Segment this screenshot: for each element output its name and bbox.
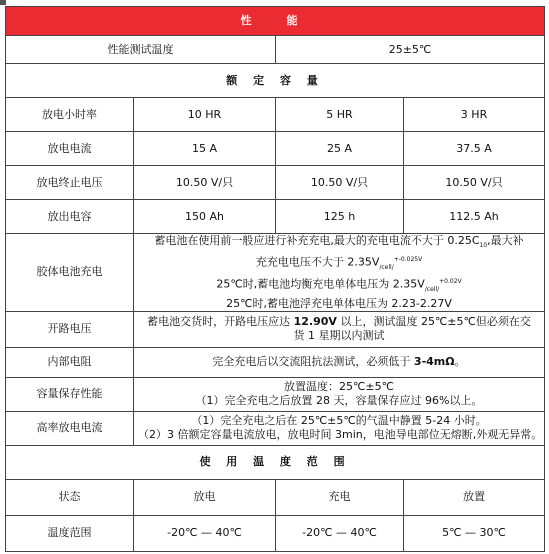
note-subscript: /cell/ (379, 264, 394, 272)
cell: 150 Ah (134, 200, 276, 234)
row-label: 放电小时率 (6, 98, 134, 132)
gel-charge-row (6, 234, 545, 312)
high-rate-note (134, 411, 545, 445)
row-label: 放电电流 (6, 132, 134, 166)
table-row (6, 98, 545, 132)
table-header (6, 7, 545, 36)
note-text: 。 (454, 355, 466, 369)
performance-table (5, 6, 545, 552)
internal-resistance-row (6, 347, 545, 377)
gel-charge-note (134, 234, 545, 312)
capacity-retention-note (134, 377, 545, 411)
row-label: 放出电容 (6, 200, 134, 234)
note-text: 蓄电池在使用前一般应进行补充充电,最大的充电电流不大于 0.25C (154, 234, 480, 247)
row-label: 高率放电电流 (6, 411, 134, 445)
open-voltage-row (6, 311, 545, 347)
note-line: （1）完全充电之后在 25℃±5℃的气温中静置 5-24 小时。 (191, 414, 487, 428)
note-text: 蓄电池交货时，开路电压应达 (147, 315, 294, 329)
cell: -20℃ — 40℃ (276, 515, 404, 551)
cell: 10.50 V/只 (134, 166, 276, 200)
cell: 125 h (276, 200, 404, 234)
note-text: ,最大补 (487, 234, 524, 247)
note-line: 货 1 星期以内测试 (293, 329, 385, 343)
note-line: 放置温度：25℃±5℃ (284, 380, 394, 394)
note-text: 完全充电后以交流阻抗法测试，必须低于 (212, 355, 414, 369)
section-title: 额 定 容 量 (6, 64, 545, 98)
note-text: 25℃时,蓄电池均衡充电单体电压为 2.35V (216, 277, 425, 291)
corner-mark (0, 0, 6, 5)
table-title: 性 能 (6, 7, 545, 36)
note-line (138, 315, 540, 329)
capacity-retention-row (6, 377, 545, 411)
note-line: （1）完全充电之后放置 28 天，容量保存应过 96%以上。 (195, 394, 483, 408)
row-label: 容量保存性能 (6, 377, 134, 411)
cell: 10.50 V/只 (276, 166, 404, 200)
cell: 3 HR (404, 98, 545, 132)
rated-capacity-section (6, 64, 545, 98)
column-header: 放置 (404, 479, 545, 515)
cell: 37.5 A (404, 132, 545, 166)
cell: 15 A (134, 132, 276, 166)
cell: 112.5 Ah (404, 200, 545, 234)
note-text: 以上，测试温度 25℃±5℃但必须在交 (336, 315, 531, 329)
note-bold: 12.90V (293, 315, 337, 329)
note-line (138, 275, 540, 297)
test-temp-label: 性能测试温度 (6, 36, 276, 64)
row-label: 内部电阻 (6, 347, 134, 377)
note-bold: 3-4mΩ (413, 355, 455, 369)
temp-range-section (6, 445, 545, 479)
test-temp-row (6, 36, 545, 64)
note-line (138, 253, 540, 275)
cell: 10.50 V/只 (404, 166, 545, 200)
cell: 25 A (276, 132, 404, 166)
temp-range-row (6, 515, 545, 551)
temp-header-row (6, 479, 545, 515)
row-label: 状态 (6, 479, 134, 515)
column-header: 充电 (276, 479, 404, 515)
open-voltage-note (134, 311, 545, 347)
note-superscript: +-0.025V (393, 256, 423, 264)
row-label: 放电终止电压 (6, 166, 134, 200)
cell: 5 HR (276, 98, 404, 132)
high-rate-row (6, 411, 545, 445)
table-row (6, 132, 545, 166)
row-label: 胶体电池充电 (6, 234, 134, 312)
note-text: 充充电电压不大于 2.35V (255, 255, 380, 269)
note-subscript: /cell/ (424, 285, 440, 293)
table-row (6, 200, 545, 234)
cell: 10 HR (134, 98, 276, 132)
column-header: 放电 (134, 479, 276, 515)
note-line: 25℃时,蓄电池浮充电单体电压为 2.23-2.27V (226, 296, 452, 310)
section-title: 使 用 温 度 范 围 (6, 445, 545, 479)
cell: 5℃ — 30℃ (404, 515, 545, 551)
note-superscript: +0.02V (439, 278, 462, 286)
note-line: （2）3 倍额定容量电流放电，放电时间 3min，电池导电部位无熔断,外观无异常。 (138, 428, 543, 442)
cell: -20℃ — 40℃ (134, 515, 276, 551)
note-subscript: 10 (479, 242, 488, 250)
test-temp-value: 25±5℃ (276, 36, 545, 64)
note-line (138, 234, 540, 253)
row-label: 温度范围 (6, 515, 134, 551)
table-row (6, 166, 545, 200)
internal-resistance-note (134, 347, 545, 377)
row-label: 开路电压 (6, 311, 134, 347)
